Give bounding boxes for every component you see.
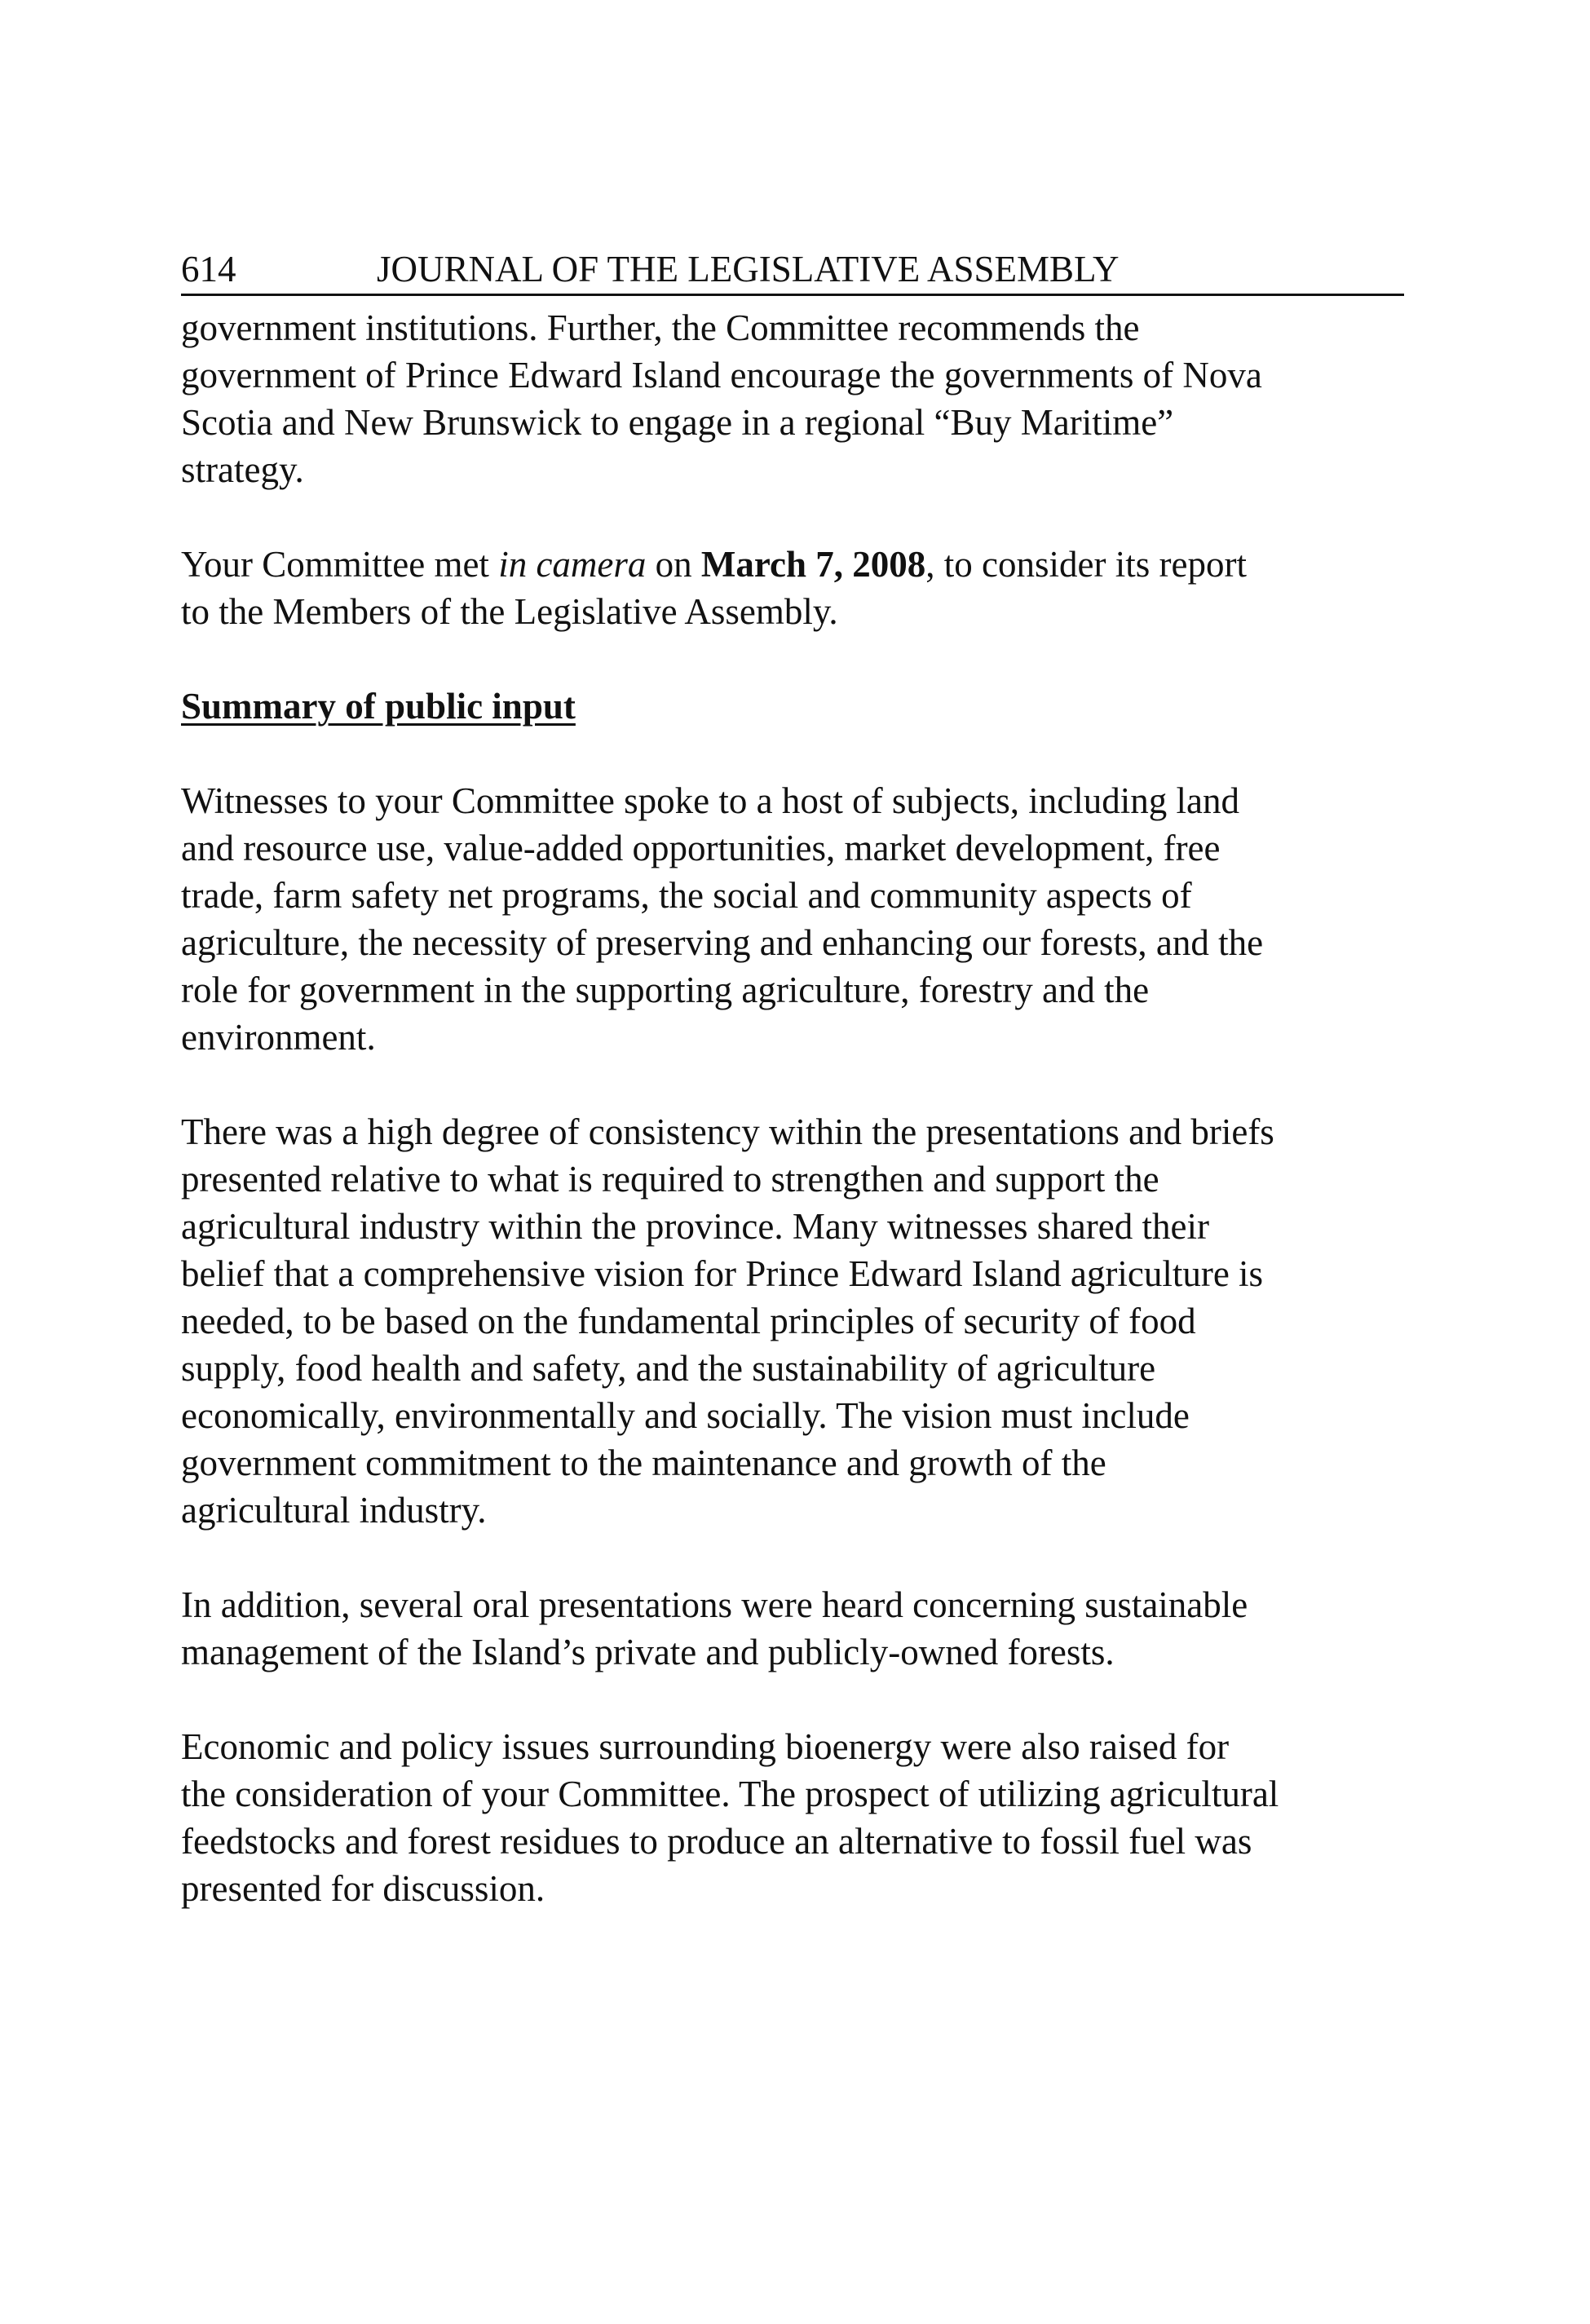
text-line: the consideration of your Committee. The prospect of utilizing agricultural bbox=[181, 1774, 1279, 1814]
text-line: Scotia and New Brunswick to engage in a regional “Buy Maritime” bbox=[181, 402, 1174, 443]
text-line: presented for discussion. bbox=[181, 1868, 545, 1909]
text-line: strategy. bbox=[181, 449, 304, 490]
page-number: 614 bbox=[181, 249, 236, 289]
text-line: There was a high degree of consistency within the presentations and briefs bbox=[181, 1111, 1274, 1152]
text-line: role for government in the supporting agriculture, forestry and the bbox=[181, 970, 1150, 1010]
paragraph-in-camera-meeting bbox=[181, 541, 1404, 635]
text-line: management of the Island’s private and publicly-owned forests. bbox=[181, 1632, 1115, 1672]
text-line: supply, food health and safety, and the sustainability of agriculture bbox=[181, 1348, 1156, 1389]
text-line: agricultural industry within the province. Many witnesses shared their bbox=[181, 1206, 1209, 1247]
text-run: , to consider its report bbox=[925, 544, 1247, 585]
journal-title: JOURNAL OF THE LEGISLATIVE ASSEMBLY bbox=[377, 249, 1120, 289]
text-line: Witnesses to your Committee spoke to a host of subjects, including land bbox=[181, 780, 1240, 821]
text-line: belief that a comprehensive vision for Prince Edward Island agriculture is bbox=[181, 1253, 1264, 1294]
text-line: In addition, several oral presentations were heard concerning sustainable bbox=[181, 1584, 1248, 1625]
text-line bbox=[181, 541, 1404, 588]
paragraph-witness-subjects bbox=[181, 777, 1404, 1061]
paragraph-consistency bbox=[181, 1108, 1404, 1534]
paragraph-buy-maritime bbox=[181, 304, 1404, 493]
text-line: government of Prince Edward Island encourage the governments of Nova bbox=[181, 355, 1262, 395]
text-line: trade, farm safety net programs, the social and community aspects of bbox=[181, 875, 1192, 916]
text-run: on bbox=[646, 544, 701, 585]
text-line: government institutions. Further, the Committee recommends the bbox=[181, 307, 1140, 348]
paragraph-forests bbox=[181, 1581, 1404, 1676]
paragraph-bioenergy bbox=[181, 1723, 1404, 1912]
section-heading: Summary of public input bbox=[181, 686, 576, 727]
text-line: needed, to be based on the fundamental principles of security of food bbox=[181, 1301, 1196, 1341]
text-line: agriculture, the necessity of preserving and enhancing our forests, and the bbox=[181, 922, 1264, 963]
italic-term: in camera bbox=[498, 544, 647, 585]
text-line: Economic and policy issues surrounding bioenergy were also raised for bbox=[181, 1726, 1230, 1767]
document-body bbox=[181, 304, 1404, 1912]
text-line: environment. bbox=[181, 1017, 376, 1058]
document-page bbox=[181, 245, 1404, 1912]
text-line: to the Members of the Legislative Assembly. bbox=[181, 591, 838, 632]
text-line: agricultural industry. bbox=[181, 1490, 487, 1531]
text-line: presented relative to what is required to strengthen and support the bbox=[181, 1159, 1159, 1200]
meeting-date: March 7, 2008 bbox=[700, 544, 926, 585]
text-line: and resource use, value-added opportunities, market development, free bbox=[181, 828, 1221, 868]
text-line: feedstocks and forest residues to produce an alternative to fossil fuel was bbox=[181, 1821, 1252, 1862]
text-run: Your Committee met bbox=[181, 544, 499, 585]
text-line: economically, environmentally and socially. The vision must include bbox=[181, 1395, 1190, 1436]
text-line: government commitment to the maintenance and growth of the bbox=[181, 1443, 1106, 1483]
running-header bbox=[181, 245, 1404, 296]
